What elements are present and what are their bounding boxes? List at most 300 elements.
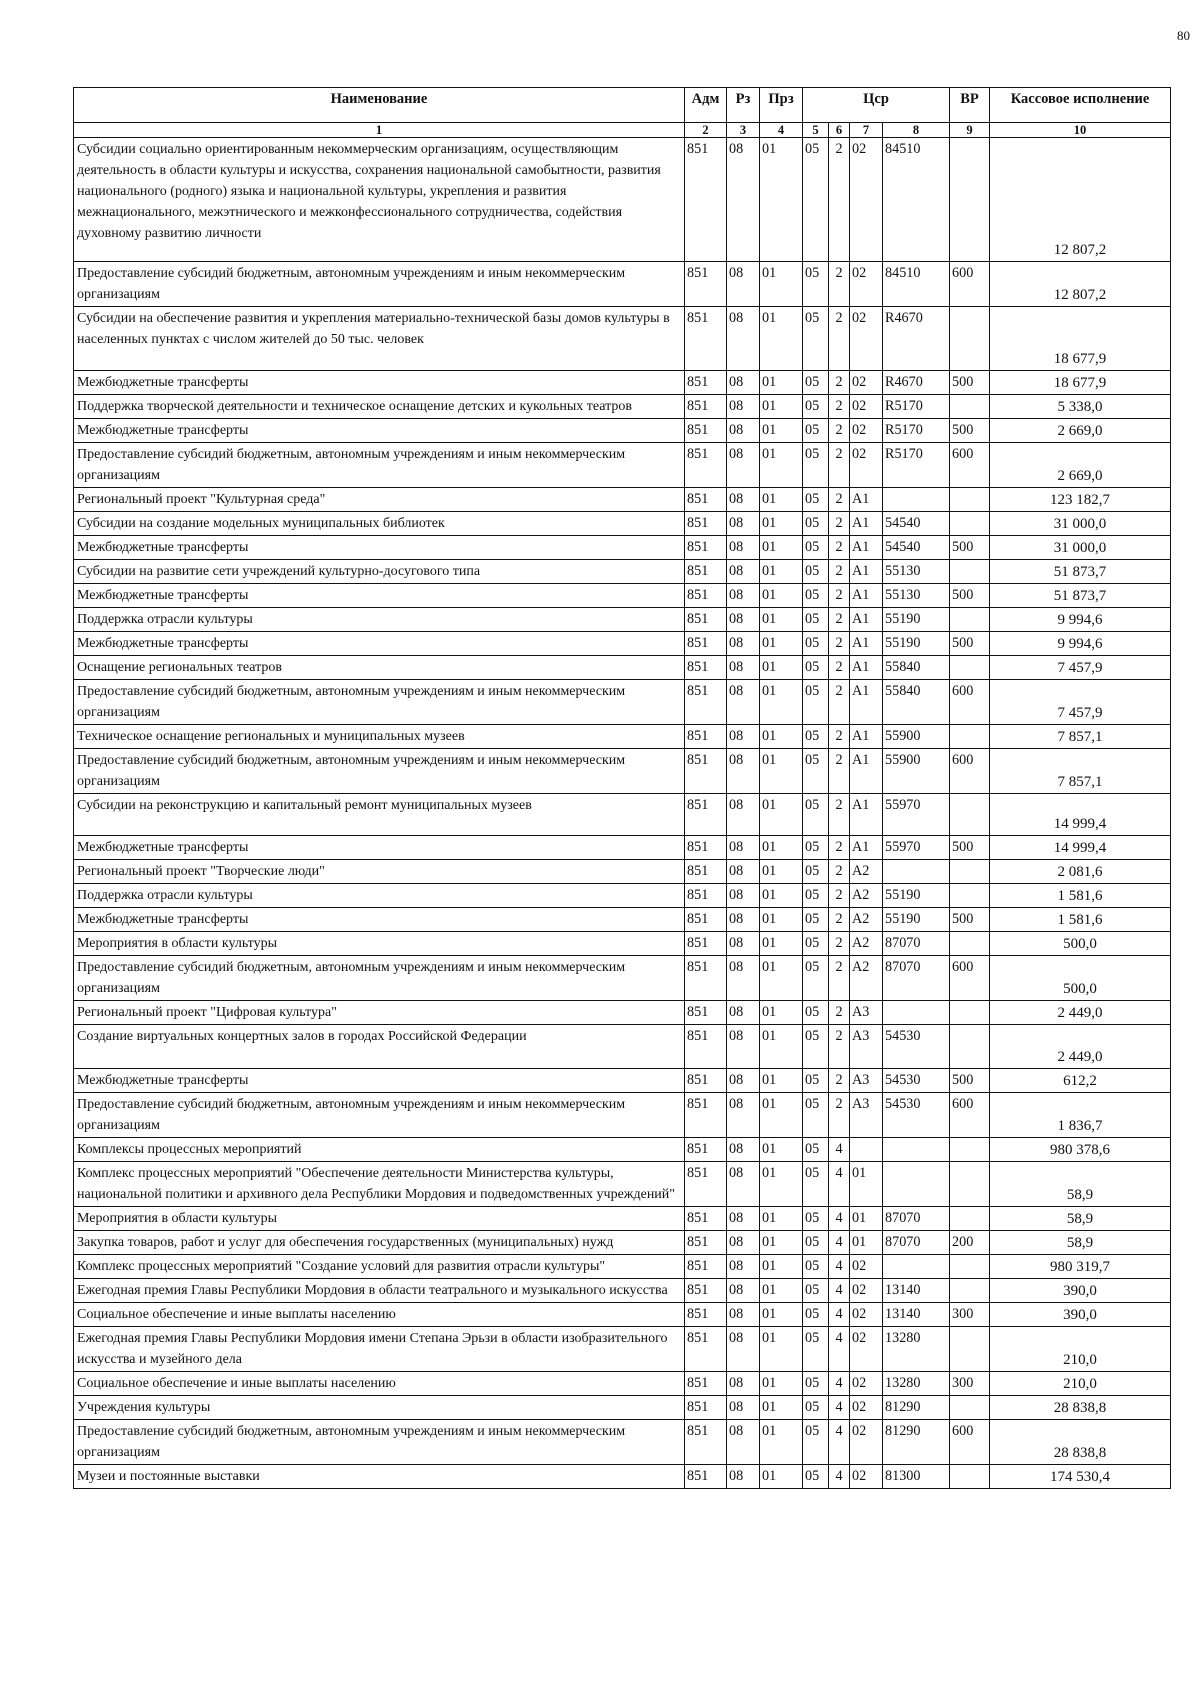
- row-prz: 01: [760, 1279, 803, 1303]
- row-prz: 01: [760, 1093, 803, 1138]
- row-adm: 851: [685, 584, 727, 608]
- table-row: [74, 1138, 1171, 1162]
- row-csr-program: 05: [803, 1207, 829, 1231]
- row-csr-direction: 54540: [883, 536, 950, 560]
- row-csr-program: 05: [803, 1465, 829, 1489]
- row-name: Региональный проект "Цифровая культура": [74, 1001, 685, 1025]
- row-csr-program: 05: [803, 371, 829, 395]
- row-amount: 58,9: [990, 1207, 1171, 1231]
- col-number: 5: [803, 123, 829, 138]
- row-amount: 14 999,4: [990, 794, 1171, 836]
- row-csr-direction: 55190: [883, 632, 950, 656]
- row-amount: 1 581,6: [990, 908, 1171, 932]
- row-vr: [950, 608, 990, 632]
- row-csr-event: A2: [850, 956, 883, 1001]
- table-row: [74, 138, 1171, 262]
- table-row: [74, 908, 1171, 932]
- row-name: Учреждения культуры: [74, 1396, 685, 1420]
- row-csr-program: 05: [803, 725, 829, 749]
- row-rz: 08: [727, 307, 760, 371]
- row-csr-type: 2: [829, 443, 850, 488]
- row-csr-type: 2: [829, 395, 850, 419]
- row-csr-direction: 55900: [883, 749, 950, 794]
- row-prz: 01: [760, 608, 803, 632]
- row-vr: 600: [950, 749, 990, 794]
- row-vr: 500: [950, 1069, 990, 1093]
- row-csr-program: 05: [803, 908, 829, 932]
- row-adm: 851: [685, 1001, 727, 1025]
- row-prz: 01: [760, 1420, 803, 1465]
- row-csr-program: 05: [803, 1279, 829, 1303]
- row-vr: [950, 1255, 990, 1279]
- row-vr: 300: [950, 1372, 990, 1396]
- row-csr-type: 2: [829, 307, 850, 371]
- row-vr: [950, 1001, 990, 1025]
- row-amount: 18 677,9: [990, 307, 1171, 371]
- header-vr: ВР: [950, 88, 990, 123]
- row-adm: 851: [685, 443, 727, 488]
- row-amount: 980 319,7: [990, 1255, 1171, 1279]
- row-prz: 01: [760, 536, 803, 560]
- row-csr-program: 05: [803, 138, 829, 262]
- row-vr: 600: [950, 956, 990, 1001]
- row-vr: [950, 656, 990, 680]
- row-csr-event: 02: [850, 1465, 883, 1489]
- row-adm: 851: [685, 371, 727, 395]
- row-prz: 01: [760, 1001, 803, 1025]
- row-amount: 14 999,4: [990, 836, 1171, 860]
- row-csr-direction: 84510: [883, 138, 950, 262]
- row-adm: 851: [685, 836, 727, 860]
- row-amount: 123 182,7: [990, 488, 1171, 512]
- table-row: [74, 560, 1171, 584]
- row-name: Региональный проект "Творческие люди": [74, 860, 685, 884]
- table-row: [74, 1420, 1171, 1465]
- header-amount: Кассовое исполнение: [990, 88, 1171, 123]
- row-name: Предоставление субсидий бюджетным, автономным учреждениям и иным некоммерческим организациям: [74, 262, 685, 307]
- row-csr-direction: 87070: [883, 956, 950, 1001]
- row-name: Субсидии на развитие сети учреждений культурно-досугового типа: [74, 560, 685, 584]
- row-vr: [950, 395, 990, 419]
- row-vr: 600: [950, 680, 990, 725]
- row-adm: 851: [685, 1279, 727, 1303]
- row-csr-direction: R5170: [883, 395, 950, 419]
- row-csr-program: 05: [803, 536, 829, 560]
- row-csr-program: 05: [803, 1396, 829, 1420]
- row-prz: 01: [760, 395, 803, 419]
- row-csr-type: 2: [829, 584, 850, 608]
- table-row: [74, 1327, 1171, 1372]
- row-adm: 851: [685, 1138, 727, 1162]
- row-csr-type: 4: [829, 1396, 850, 1420]
- row-vr: [950, 860, 990, 884]
- row-csr-direction: [883, 1138, 950, 1162]
- row-csr-program: 05: [803, 956, 829, 1001]
- row-vr: [950, 1207, 990, 1231]
- row-csr-direction: 55840: [883, 680, 950, 725]
- row-prz: 01: [760, 1372, 803, 1396]
- row-csr-direction: [883, 1001, 950, 1025]
- row-amount: 58,9: [990, 1231, 1171, 1255]
- row-csr-event: A3: [850, 1001, 883, 1025]
- row-prz: 01: [760, 512, 803, 536]
- row-csr-event: 02: [850, 262, 883, 307]
- row-csr-program: 05: [803, 1372, 829, 1396]
- row-adm: 851: [685, 749, 727, 794]
- row-prz: 01: [760, 262, 803, 307]
- row-csr-direction: 54540: [883, 512, 950, 536]
- row-adm: 851: [685, 1420, 727, 1465]
- row-csr-type: 4: [829, 1303, 850, 1327]
- row-name: Межбюджетные трансферты: [74, 584, 685, 608]
- row-rz: 08: [727, 419, 760, 443]
- table-row: [74, 608, 1171, 632]
- row-vr: [950, 1138, 990, 1162]
- row-rz: 08: [727, 512, 760, 536]
- row-adm: 851: [685, 1303, 727, 1327]
- row-csr-program: 05: [803, 608, 829, 632]
- row-csr-type: 4: [829, 1279, 850, 1303]
- row-amount: 210,0: [990, 1372, 1171, 1396]
- row-csr-event: 02: [850, 419, 883, 443]
- row-csr-event: A1: [850, 512, 883, 536]
- row-name: Предоставление субсидий бюджетным, автономным учреждениям и иным некоммерческим организациям: [74, 680, 685, 725]
- row-amount: 980 378,6: [990, 1138, 1171, 1162]
- row-csr-type: 4: [829, 1372, 850, 1396]
- row-csr-event: A3: [850, 1025, 883, 1069]
- table-row: [74, 749, 1171, 794]
- row-rz: 08: [727, 262, 760, 307]
- row-adm: 851: [685, 1327, 727, 1372]
- row-amount: 31 000,0: [990, 512, 1171, 536]
- row-adm: 851: [685, 608, 727, 632]
- row-rz: 08: [727, 794, 760, 836]
- row-vr: 500: [950, 584, 990, 608]
- row-amount: 500,0: [990, 956, 1171, 1001]
- row-csr-program: 05: [803, 443, 829, 488]
- row-csr-direction: 54530: [883, 1069, 950, 1093]
- row-name: Субсидии на обеспечение развития и укрепления материально-технической базы домов культуры в населенных пунктах с числом жителей до 50 тыс. человек: [74, 307, 685, 371]
- row-csr-program: 05: [803, 1420, 829, 1465]
- row-prz: 01: [760, 1138, 803, 1162]
- row-prz: 01: [760, 1327, 803, 1372]
- row-name: Предоставление субсидий бюджетным, автономным учреждениям и иным некоммерческим организациям: [74, 1420, 685, 1465]
- row-csr-event: A1: [850, 794, 883, 836]
- row-csr-direction: [883, 488, 950, 512]
- row-csr-type: 2: [829, 956, 850, 1001]
- table-row: [74, 1255, 1171, 1279]
- row-csr-event: A1: [850, 536, 883, 560]
- row-csr-type: 2: [829, 725, 850, 749]
- row-csr-event: A3: [850, 1069, 883, 1093]
- row-rz: 08: [727, 1001, 760, 1025]
- row-vr: 500: [950, 632, 990, 656]
- row-prz: 01: [760, 1255, 803, 1279]
- col-number: 3: [727, 123, 760, 138]
- row-name: Межбюджетные трансферты: [74, 836, 685, 860]
- row-adm: 851: [685, 908, 727, 932]
- row-csr-type: 4: [829, 1207, 850, 1231]
- table-row: [74, 1231, 1171, 1255]
- table-row: [74, 956, 1171, 1001]
- row-amount: 2 449,0: [990, 1025, 1171, 1069]
- row-csr-program: 05: [803, 512, 829, 536]
- row-prz: 01: [760, 680, 803, 725]
- row-adm: 851: [685, 794, 727, 836]
- row-adm: 851: [685, 860, 727, 884]
- row-csr-type: 4: [829, 1420, 850, 1465]
- row-rz: 08: [727, 656, 760, 680]
- row-amount: 390,0: [990, 1303, 1171, 1327]
- row-rz: 08: [727, 1255, 760, 1279]
- row-amount: 390,0: [990, 1279, 1171, 1303]
- col-number: 4: [760, 123, 803, 138]
- row-amount: 1 581,6: [990, 884, 1171, 908]
- row-rz: 08: [727, 749, 760, 794]
- row-csr-event: A2: [850, 932, 883, 956]
- row-csr-direction: 87070: [883, 1231, 950, 1255]
- row-rz: 08: [727, 632, 760, 656]
- row-rz: 08: [727, 1396, 760, 1420]
- row-csr-event: A2: [850, 908, 883, 932]
- row-csr-type: 2: [829, 749, 850, 794]
- row-name: Предоставление субсидий бюджетным, автономным учреждениям и иным некоммерческим организациям: [74, 956, 685, 1001]
- row-name: Ежегодная премия Главы Республики Мордовия имени Степана Эрьзи в области изобразительного искусства и музейного дела: [74, 1327, 685, 1372]
- row-amount: 210,0: [990, 1327, 1171, 1372]
- row-amount: 28 838,8: [990, 1396, 1171, 1420]
- row-rz: 08: [727, 908, 760, 932]
- row-amount: 5 338,0: [990, 395, 1171, 419]
- row-csr-direction: 54530: [883, 1093, 950, 1138]
- row-csr-event: 02: [850, 395, 883, 419]
- row-vr: [950, 512, 990, 536]
- column-number-row: [74, 123, 1171, 138]
- row-csr-direction: 55970: [883, 794, 950, 836]
- row-prz: 01: [760, 749, 803, 794]
- row-name: Мероприятия в области культуры: [74, 1207, 685, 1231]
- row-csr-event: 02: [850, 1372, 883, 1396]
- row-prz: 01: [760, 1162, 803, 1207]
- row-csr-direction: 55840: [883, 656, 950, 680]
- row-rz: 08: [727, 884, 760, 908]
- row-rz: 08: [727, 836, 760, 860]
- row-vr: [950, 932, 990, 956]
- row-csr-direction: 55130: [883, 560, 950, 584]
- row-csr-direction: 55190: [883, 908, 950, 932]
- row-csr-direction: 84510: [883, 262, 950, 307]
- row-name: Межбюджетные трансферты: [74, 908, 685, 932]
- row-vr: [950, 794, 990, 836]
- row-prz: 01: [760, 560, 803, 584]
- row-csr-event: 02: [850, 1279, 883, 1303]
- row-csr-direction: [883, 1255, 950, 1279]
- row-csr-event: A1: [850, 656, 883, 680]
- row-vr: 500: [950, 419, 990, 443]
- row-amount: 58,9: [990, 1162, 1171, 1207]
- row-name: Комплексы процессных мероприятий: [74, 1138, 685, 1162]
- row-csr-event: A3: [850, 1093, 883, 1138]
- table-row: [74, 536, 1171, 560]
- row-csr-event: A1: [850, 725, 883, 749]
- row-name: Поддержка отрасли культуры: [74, 608, 685, 632]
- row-vr: 300: [950, 1303, 990, 1327]
- row-csr-direction: R4670: [883, 307, 950, 371]
- row-adm: 851: [685, 1069, 727, 1093]
- row-csr-type: 4: [829, 1465, 850, 1489]
- row-prz: 01: [760, 1207, 803, 1231]
- row-csr-event: A1: [850, 560, 883, 584]
- row-vr: [950, 1327, 990, 1372]
- row-amount: 9 994,6: [990, 608, 1171, 632]
- row-csr-direction: [883, 1162, 950, 1207]
- row-csr-program: 05: [803, 262, 829, 307]
- row-csr-program: 05: [803, 488, 829, 512]
- table-row: [74, 632, 1171, 656]
- row-prz: 01: [760, 371, 803, 395]
- row-csr-event: A1: [850, 836, 883, 860]
- row-vr: 500: [950, 536, 990, 560]
- row-adm: 851: [685, 512, 727, 536]
- row-amount: 7 857,1: [990, 749, 1171, 794]
- table-row: [74, 262, 1171, 307]
- row-csr-direction: 55900: [883, 725, 950, 749]
- table-row: [74, 307, 1171, 371]
- row-rz: 08: [727, 932, 760, 956]
- row-csr-direction: 13140: [883, 1303, 950, 1327]
- row-csr-type: 4: [829, 1162, 850, 1207]
- row-adm: 851: [685, 1207, 727, 1231]
- row-vr: [950, 1162, 990, 1207]
- row-csr-type: 2: [829, 608, 850, 632]
- row-rz: 08: [727, 1162, 760, 1207]
- table-row: [74, 419, 1171, 443]
- row-prz: 01: [760, 932, 803, 956]
- row-adm: 851: [685, 956, 727, 1001]
- row-csr-type: 4: [829, 1327, 850, 1372]
- row-amount: 51 873,7: [990, 560, 1171, 584]
- row-name: Музеи и постоянные выставки: [74, 1465, 685, 1489]
- table-row: [74, 836, 1171, 860]
- row-vr: [950, 560, 990, 584]
- col-number: 8: [883, 123, 950, 138]
- header-prz: Прз: [760, 88, 803, 123]
- table-body: [74, 138, 1171, 1489]
- row-prz: 01: [760, 1303, 803, 1327]
- row-name: Социальное обеспечение и иные выплаты населению: [74, 1303, 685, 1327]
- row-vr: 600: [950, 443, 990, 488]
- header-name: Наименование: [74, 88, 685, 123]
- row-amount: 12 807,2: [990, 138, 1171, 262]
- row-adm: 851: [685, 1465, 727, 1489]
- row-prz: 01: [760, 488, 803, 512]
- row-csr-event: 02: [850, 1396, 883, 1420]
- row-adm: 851: [685, 656, 727, 680]
- row-csr-direction: 13280: [883, 1372, 950, 1396]
- row-csr-program: 05: [803, 419, 829, 443]
- row-csr-event: A1: [850, 749, 883, 794]
- row-name: Субсидии социально ориентированным некоммерческим организациям, осуществляющим деятельность в области культуры и искусства, сохранения национальной самобытности, развития национального (родного) языка и национальной культуры, укрепления и развития межнационального, межэтнического и межконфессионального сотрудничества, содействия духовному развитию личности: [74, 138, 685, 262]
- row-csr-event: A1: [850, 584, 883, 608]
- row-prz: 01: [760, 1231, 803, 1255]
- row-csr-event: 02: [850, 1327, 883, 1372]
- table-row: [74, 794, 1171, 836]
- row-csr-type: 2: [829, 1093, 850, 1138]
- row-rz: 08: [727, 1093, 760, 1138]
- row-csr-type: 2: [829, 262, 850, 307]
- row-prz: 01: [760, 632, 803, 656]
- row-adm: 851: [685, 1372, 727, 1396]
- row-csr-program: 05: [803, 749, 829, 794]
- row-rz: 08: [727, 584, 760, 608]
- table-row: [74, 680, 1171, 725]
- table-row: [74, 1025, 1171, 1069]
- row-name: Социальное обеспечение и иные выплаты населению: [74, 1372, 685, 1396]
- row-csr-program: 05: [803, 1001, 829, 1025]
- row-csr-event: A1: [850, 488, 883, 512]
- row-prz: 01: [760, 956, 803, 1001]
- row-rz: 08: [727, 860, 760, 884]
- row-rz: 08: [727, 1025, 760, 1069]
- header-adm: Адм: [685, 88, 727, 123]
- row-prz: 01: [760, 794, 803, 836]
- row-csr-program: 05: [803, 1231, 829, 1255]
- row-csr-program: 05: [803, 1303, 829, 1327]
- row-adm: 851: [685, 932, 727, 956]
- row-amount: 2 449,0: [990, 1001, 1171, 1025]
- row-amount: 2 669,0: [990, 443, 1171, 488]
- header-rz: Рз: [727, 88, 760, 123]
- row-adm: 851: [685, 138, 727, 262]
- row-rz: 08: [727, 1279, 760, 1303]
- row-vr: 600: [950, 1093, 990, 1138]
- row-name: Мероприятия в области культуры: [74, 932, 685, 956]
- row-prz: 01: [760, 884, 803, 908]
- row-prz: 01: [760, 307, 803, 371]
- row-csr-direction: 87070: [883, 1207, 950, 1231]
- row-adm: 851: [685, 307, 727, 371]
- row-name: Поддержка творческой деятельности и техническое оснащение детских и кукольных театров: [74, 395, 685, 419]
- row-csr-program: 05: [803, 1327, 829, 1372]
- row-vr: [950, 138, 990, 262]
- row-rz: 08: [727, 1372, 760, 1396]
- row-rz: 08: [727, 138, 760, 262]
- row-amount: 9 994,6: [990, 632, 1171, 656]
- page-number: 80: [1177, 28, 1190, 43]
- row-csr-program: 05: [803, 584, 829, 608]
- row-csr-event: [850, 1138, 883, 1162]
- row-vr: [950, 1279, 990, 1303]
- row-prz: 01: [760, 138, 803, 262]
- row-vr: [950, 307, 990, 371]
- row-csr-program: 05: [803, 1025, 829, 1069]
- row-csr-event: 02: [850, 307, 883, 371]
- row-rz: 08: [727, 371, 760, 395]
- row-csr-program: 05: [803, 884, 829, 908]
- row-csr-program: 05: [803, 1069, 829, 1093]
- row-csr-direction: R5170: [883, 419, 950, 443]
- col-number: 9: [950, 123, 990, 138]
- table-row: [74, 1396, 1171, 1420]
- row-name: Региональный проект "Культурная среда": [74, 488, 685, 512]
- table-row: [74, 860, 1171, 884]
- col-number: 6: [829, 123, 850, 138]
- row-vr: 600: [950, 1420, 990, 1465]
- row-csr-event: 02: [850, 138, 883, 262]
- row-adm: 851: [685, 488, 727, 512]
- row-amount: 7 457,9: [990, 680, 1171, 725]
- table-row: [74, 1001, 1171, 1025]
- row-csr-type: 2: [829, 656, 850, 680]
